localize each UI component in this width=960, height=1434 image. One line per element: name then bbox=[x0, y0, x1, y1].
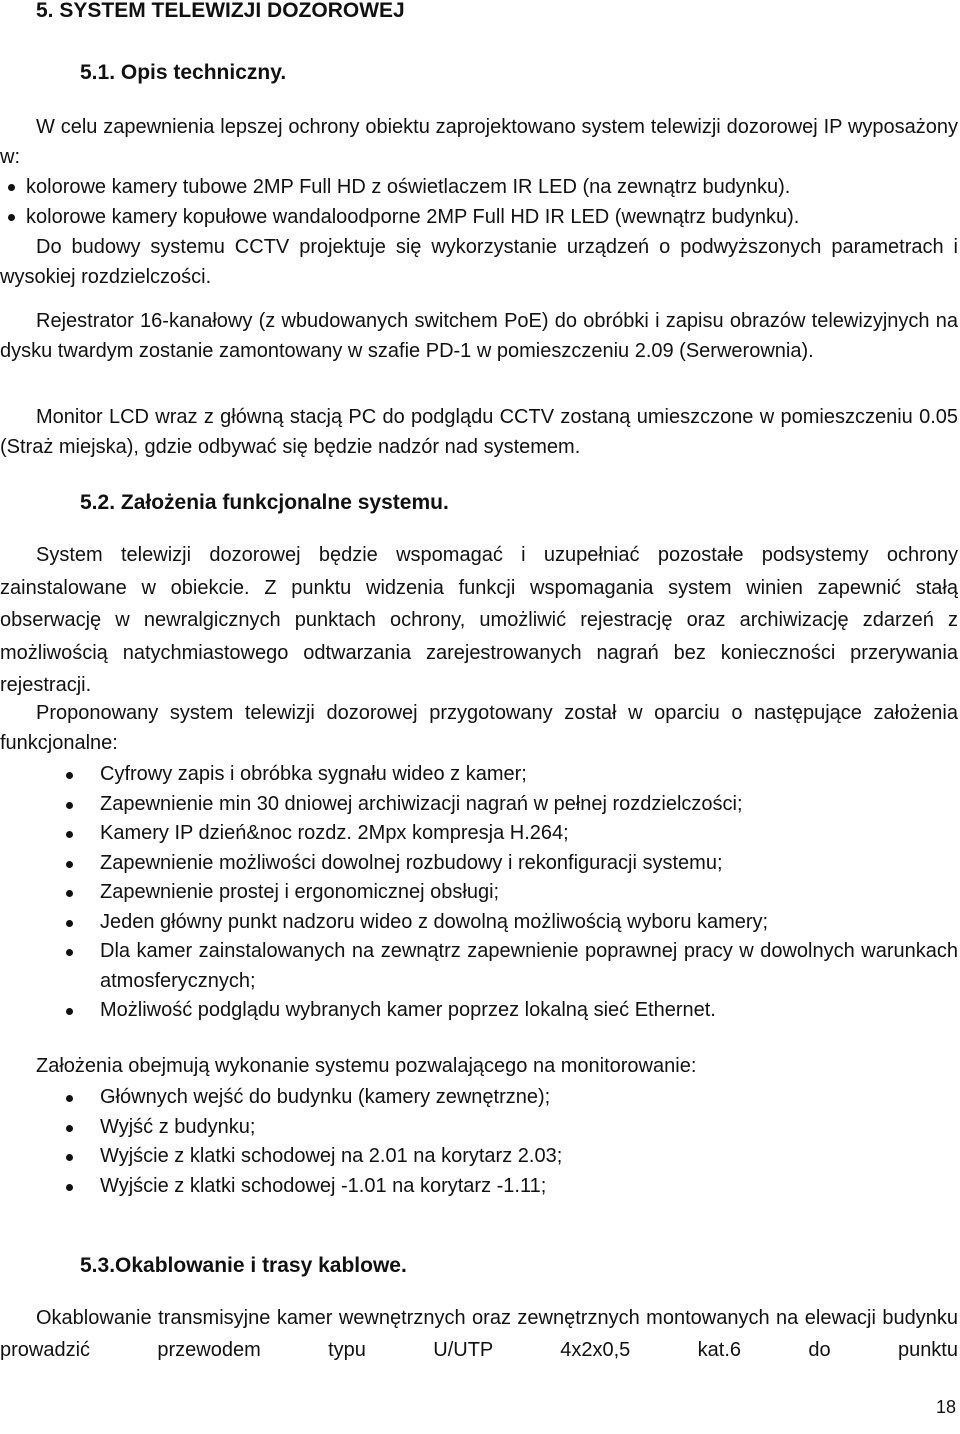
bullet-icon bbox=[66, 772, 73, 779]
list-item: Wyjść z budynku; bbox=[0, 1113, 958, 1143]
bullet-icon bbox=[66, 949, 73, 956]
monitoring-paragraph: Założenia obejmują wykonanie systemu pozwalającego na monitorowanie: bbox=[36, 1055, 697, 1077]
monitoring-list bbox=[0, 1083, 958, 1201]
list-item: Możliwość podglądu wybranych kamer poprzez lokalną sieć Ethernet. bbox=[0, 996, 958, 1026]
list-item: Cyfrowy zapis i obróbka sygnału wideo z kamer; bbox=[0, 760, 958, 790]
functional-paragraph: System telewizji dozorowej będzie wspomagać i uzupełniać pozostałe podsystemy ochrony zainstalowane w obiekcie. Z punktu widzenia funkcji wspomagania system winien zapewnić stałą obserwację w newralgicznych punktach ochrony, umożliwić rejestrację oraz archiwizację zdarzeń z możliwością natychmiastowego odtwarzania zarejestrowanych nagrań bez konieczności przerywania rejestracji. bbox=[0, 544, 958, 696]
section-title: 5. SYSTEM TELEWIZJI DOZOROWEJ bbox=[36, 0, 405, 22]
list-item: Jeden główny punkt nadzoru wideo z dowolną możliwością wyboru kamery; bbox=[0, 908, 958, 938]
bullet-icon bbox=[66, 890, 73, 897]
cctv-devices-paragraph: Do budowy systemu CCTV projektuje się wykorzystanie urządzeń o podwyższonych parametrach i wysokiej rozdzielczości. bbox=[0, 236, 958, 288]
bullet-icon bbox=[66, 802, 73, 809]
subsection-title-5-1: 5.1. Opis techniczny. bbox=[80, 61, 287, 84]
list-item: kolorowe kamery kopułowe wandaloodporne 2MP Full HD IR LED (wewnątrz budynku). bbox=[0, 202, 958, 232]
list-item: Kamery IP dzień&noc rozdz. 2Mpx kompresja H.264; bbox=[0, 819, 958, 849]
intro-paragraph: W celu zapewnienia lepszej ochrony obiektu zaprojektowano system telewizji dozorowej IP wyposażony w: bbox=[0, 116, 958, 168]
bullet-icon bbox=[66, 920, 73, 927]
list-item: Wyjście z klatki schodowej na 2.01 na korytarz 2.03; bbox=[0, 1142, 958, 1172]
list-item: Zapewnienie min 30 dniowej archiwizacji nagrań w pełnej rozdzielczości; bbox=[0, 790, 958, 820]
bullet-icon bbox=[66, 1154, 73, 1161]
cabling-paragraph: Okablowanie transmisyjne kamer wewnętrznych oraz zewnętrznych montowanych na elewacji budynku prowadzić przewodem typu U/UTP 4x2x0,5 kat.6 do punktu bbox=[0, 1307, 958, 1361]
list-item: Zapewnienie możliwości dowolnej rozbudowy i rekonfiguracji systemu; bbox=[0, 849, 958, 879]
list-item: Dla kamer zainstalowanych na zewnątrz zapewnienie poprawnej pracy w dowolnych warunkach atmosferycznych; bbox=[0, 937, 958, 996]
bullet-icon bbox=[66, 1125, 73, 1132]
bullet-icon bbox=[8, 184, 15, 191]
bullet-icon bbox=[66, 1184, 73, 1191]
monitor-paragraph: Monitor LCD wraz z główną stacją PC do podglądu CCTV zostaną umieszczone w pomieszczeniu 0.05 (Straż miejska), gdzie odbywać się będzie nadzór nad systemem. bbox=[0, 406, 958, 458]
bullet-icon bbox=[66, 831, 73, 838]
list-item: kolorowe kamery tubowe 2MP Full HD z oświetlaczem IR LED (na zewnątrz budynku). bbox=[0, 172, 958, 202]
assumptions-list bbox=[0, 760, 958, 1026]
bullet-icon bbox=[8, 214, 15, 221]
bullet-icon bbox=[66, 1008, 73, 1015]
list-item: Głównych wejść do budynku (kamery zewnętrzne); bbox=[0, 1083, 958, 1113]
assumptions-paragraph: Proponowany system telewizji dozorowej przygotowany został w oparciu o następujące założenia funkcjonalne: bbox=[0, 702, 958, 754]
bullet-icon bbox=[66, 1095, 73, 1102]
subsection-title-5-2: 5.2. Założenia funkcjonalne systemu. bbox=[80, 491, 449, 514]
list-item: Wyjście z klatki schodowej -1.01 na korytarz -1.11; bbox=[0, 1172, 958, 1202]
camera-types-list bbox=[0, 172, 958, 232]
recorder-paragraph: Rejestrator 16-kanałowy (z wbudowanych switchem PoE) do obróbki i zapisu obrazów telewizyjnych na dysku twardym zostanie zamontowany w szafie PD-1 w pomieszczeniu 2.09 (Serwerownia). bbox=[0, 310, 958, 362]
subsection-title-5-3: 5.3.Okablowanie i trasy kablowe. bbox=[80, 1254, 407, 1277]
page-number: 18 bbox=[935, 1397, 956, 1417]
bullet-icon bbox=[66, 861, 73, 868]
list-item: Zapewnienie prostej i ergonomicznej obsługi; bbox=[0, 878, 958, 908]
